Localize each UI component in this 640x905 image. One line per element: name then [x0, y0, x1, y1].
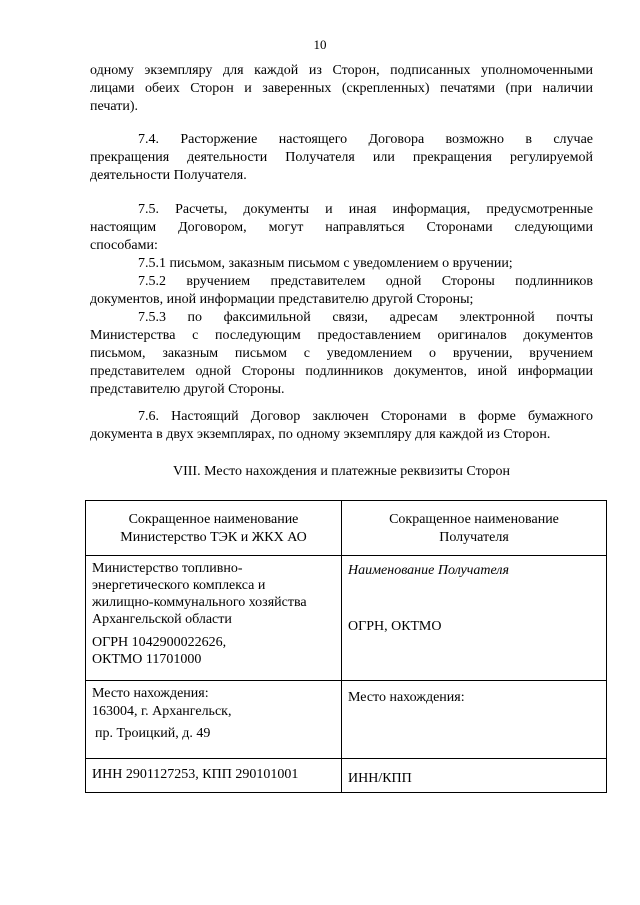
clause-7-4-line-2: прекращения деятельности Получателя или прекращения регулируемой	[90, 150, 593, 165]
clause-7-5-3-line-2: Министерства с последующим предоставлением оригиналов документов	[90, 328, 593, 343]
clause-7-4-line-3: деятельности Получателя.	[90, 168, 247, 183]
paragraph-top-line-2: лицами обеих Сторон и заверенных (скрепленных) печатями (при наличии	[90, 81, 593, 96]
clause-7-5-1: 7.5.1 письмом, заказным письмом с уведомлением о вручении;	[138, 256, 513, 271]
org-name-line-2: энергетического комплекса и	[92, 578, 266, 593]
clause-7-4-line-1: 7.4. Расторжение настоящего Договора возможно в случае	[138, 132, 593, 147]
requisites-table	[85, 500, 607, 793]
location-label-right: Место нахождения:	[348, 690, 465, 705]
section-heading: VIII. Место нахождения и платежные реквизиты Сторон	[172, 464, 510, 479]
clause-7-5-line-2: настоящим Договором, могут направляться Сторонами следующими	[90, 220, 593, 235]
org-name-line-4: Архангельской области	[92, 612, 232, 627]
header-right-line-1: Сокращенное наименование	[389, 512, 559, 527]
header-cell-recipient	[342, 501, 607, 556]
clause-7-5-3-line-4: представителем одной Стороны подлинников документов, иной информации	[90, 364, 593, 379]
header-left-line-2: Министерство ТЭК и ЖКХ АО	[120, 530, 307, 545]
clause-7-5-2-line-2: документов, иной информации представителю другой Стороны;	[90, 292, 474, 307]
table-row	[86, 681, 607, 759]
org-name-line-3: жилищно-коммунального хозяйства	[92, 595, 307, 610]
address-line-1: 163004, г. Архангельск,	[92, 704, 232, 719]
clause-7-6-line-1: 7.6. Настоящий Договор заключен Сторонами в форме бумажного	[138, 409, 593, 424]
clause-7-5-line-3: способами:	[90, 238, 158, 253]
recipient-name-placeholder: Наименование Получателя	[348, 563, 510, 578]
clause-7-6-line-2: документа в двух экземплярах, по одному экземпляру для каждой из Сторон.	[90, 427, 551, 442]
recipient-location-cell	[342, 681, 607, 759]
address-line-2: пр. Троицкий, д. 49	[95, 726, 211, 741]
ministry-location-cell	[86, 681, 342, 759]
paragraph-top-line-1: одному экземпляру для каждой из Сторон, подписанных уполномоченными	[90, 63, 593, 78]
table-row	[86, 501, 607, 556]
ministry-inn-cell	[86, 759, 342, 793]
oktmo-left: ОКТМО 11701000	[92, 652, 202, 667]
ogrn-oktmo-right: ОГРН, ОКТМО	[348, 619, 442, 634]
page-number: 10	[313, 37, 327, 52]
recipient-inn-cell	[342, 759, 607, 793]
inn-kpp-right: ИНН/КПП	[348, 771, 412, 786]
header-right-line-2: Получателя	[439, 530, 509, 545]
table-row	[86, 759, 607, 793]
clause-7-5-3-line-3: письмом, заказным письмом с уведомлением о вручении, вручением	[90, 346, 593, 361]
clause-7-5-3-line-1: 7.5.3 по факсимильной связи, адресам электронной почты	[138, 310, 593, 325]
recipient-name-cell	[342, 556, 607, 681]
inn-kpp-left: ИНН 2901127253, КПП 290101001	[92, 767, 299, 782]
clause-7-5-line-1: 7.5. Расчеты, документы и иная информация, предусмотренные	[138, 202, 593, 217]
paragraph-top-line-3: печати).	[90, 99, 139, 114]
header-cell-ministry	[86, 501, 342, 556]
header-left-line-1: Сокращенное наименование	[128, 512, 299, 527]
table-row	[86, 556, 607, 681]
ogrn-left: ОГРН 1042900022626,	[92, 635, 227, 650]
clause-7-5-2-line-1: 7.5.2 вручением представителем одной Стороны подлинников	[138, 274, 593, 289]
ministry-name-cell	[86, 556, 342, 681]
org-name-line-1: Министерство топливно-	[92, 561, 243, 576]
clause-7-5-3-line-5: представителю другой Стороны.	[90, 382, 285, 397]
location-label-left: Место нахождения:	[92, 686, 209, 701]
